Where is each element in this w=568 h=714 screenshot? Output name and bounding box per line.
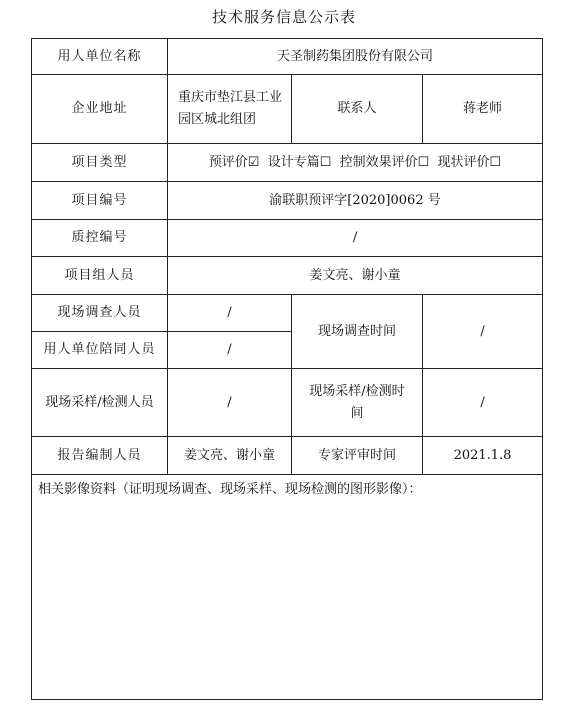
photo-materials-label: 相关影像资料（证明现场调查、现场采样、现场检测的图形影像）： [32, 475, 543, 700]
qc-number-value: / [168, 220, 543, 257]
review-time-label: 专家评审时间 [292, 437, 423, 475]
survey-staff-value: / [168, 295, 292, 332]
survey-time-value: / [423, 295, 543, 369]
project-team-label: 项目组人员 [32, 257, 168, 295]
address-value: 重庆市垫江县工业园区城北组团 [168, 75, 292, 144]
accompany-staff-label: 用人单位陪同人员 [32, 332, 168, 369]
employer-label: 用人单位名称 [32, 39, 168, 75]
qc-number-label: 质控编号 [32, 220, 168, 257]
contact-label: 联系人 [292, 75, 423, 144]
sampling-time-label: 现场采样/检测时间 [292, 369, 423, 437]
project-number-label: 项目编号 [32, 182, 168, 220]
review-time-value: 2021.1.8 [423, 437, 543, 475]
sampling-time-value: / [423, 369, 543, 437]
address-label: 企业地址 [32, 75, 168, 144]
project-type-value: 预评价☑ 设计专篇☐ 控制效果评价☐ 现状评价☐ [168, 144, 543, 182]
info-table [31, 38, 543, 700]
project-team-value: 姜文亮、谢小童 [168, 257, 543, 295]
project-number-value: 渝联职预评字[2020]0062 号 [168, 182, 543, 220]
project-type-label: 项目类型 [32, 144, 168, 182]
sampling-staff-label: 现场采样/检测人员 [32, 369, 168, 437]
survey-time-label: 现场调查时间 [292, 295, 423, 369]
page-title: 技术服务信息公示表 [211, 8, 356, 26]
accompany-staff-value: / [168, 332, 292, 369]
report-staff-value: 姜文亮、谢小童 [168, 437, 292, 475]
report-staff-label: 报告编制人员 [32, 437, 168, 475]
contact-value: 蒋老师 [423, 75, 543, 144]
employer-value: 天圣制药集团股份有限公司 [168, 39, 543, 75]
survey-staff-label: 现场调查人员 [32, 295, 168, 332]
sampling-staff-value: / [168, 369, 292, 437]
